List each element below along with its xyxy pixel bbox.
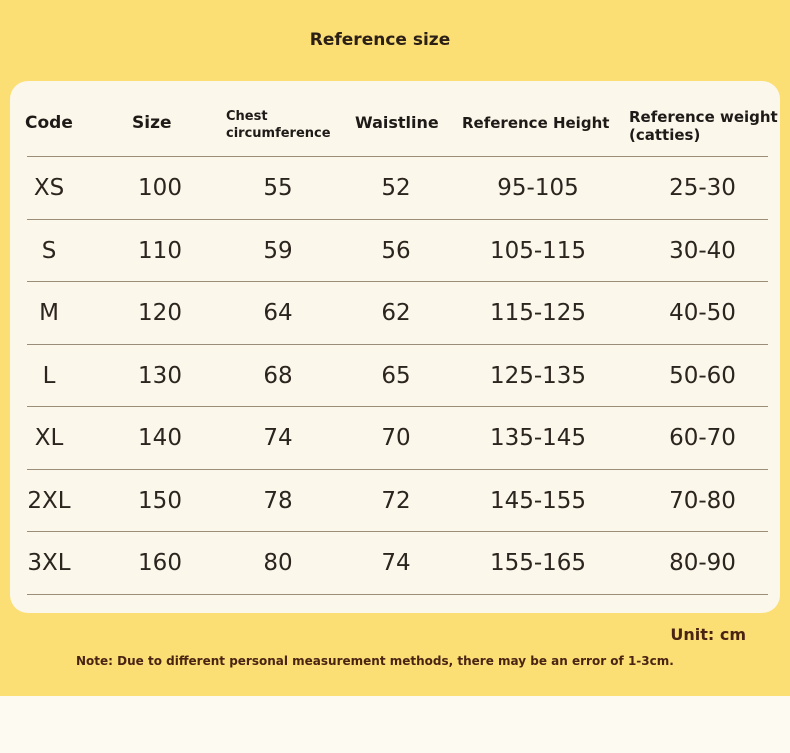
cell-height: 115-125: [489, 300, 587, 326]
cell-waist: 62: [381, 300, 411, 326]
cell-size: 150: [138, 487, 182, 514]
header-reference-height: Reference Height: [462, 114, 610, 132]
header-reference-weight: [629, 108, 778, 144]
header-waistline: Waistline: [355, 113, 439, 132]
cell-weight: 60-70: [669, 425, 736, 451]
cell-height: 95-105: [497, 175, 579, 201]
header-chest: [226, 108, 331, 142]
table-row: [10, 345, 780, 407]
table-row: [10, 157, 780, 219]
header-chest-line1: Chest: [226, 109, 268, 124]
cell-size: 120: [138, 300, 182, 326]
page-title: Reference size: [309, 30, 451, 50]
cell-waist: 74: [381, 550, 411, 576]
cell-chest: 64: [263, 300, 293, 326]
cell-code: 3XL: [27, 550, 71, 576]
cell-code: XS: [33, 175, 65, 201]
cell-waist: 56: [381, 237, 411, 264]
header-weight-line1: Reference weight: [629, 108, 778, 126]
cell-height: 135-145: [489, 425, 587, 451]
cell-waist: 52: [381, 175, 411, 201]
cell-code: S: [41, 237, 57, 264]
cell-size: 100: [138, 175, 182, 201]
cell-code: XL: [34, 425, 64, 451]
cell-size: 130: [138, 362, 182, 389]
table-row: [10, 532, 780, 594]
header-code: Code: [25, 113, 73, 133]
cell-height: 155-165: [489, 550, 587, 576]
table-row: [10, 470, 780, 532]
cell-height: 145-155: [489, 487, 587, 514]
cell-code: L: [42, 362, 56, 389]
cell-chest: 80: [263, 550, 293, 576]
cell-weight: 80-90: [669, 550, 736, 576]
table-row: [10, 407, 780, 469]
cell-size: 140: [138, 425, 182, 451]
table-row: [10, 220, 780, 282]
cell-weight: 25-30: [669, 175, 736, 201]
cell-waist: 65: [381, 362, 411, 389]
cell-waist: 72: [381, 487, 411, 514]
header-weight-line2: (catties): [629, 126, 701, 144]
table-row: [10, 282, 780, 344]
cell-weight: 50-60: [669, 362, 736, 389]
cell-chest: 68: [263, 362, 293, 389]
cell-chest: 59: [263, 237, 293, 264]
cell-chest: 55: [263, 175, 293, 201]
row-divider: [27, 594, 768, 595]
measurement-note: Note: Due to different personal measurement methods, there may be an error of 1-3cm.: [76, 654, 674, 668]
cell-chest: 74: [263, 425, 293, 451]
cell-size: 160: [138, 550, 182, 576]
cell-weight: 30-40: [669, 237, 736, 264]
size-table-card: [10, 81, 780, 613]
cell-height: 125-135: [489, 362, 587, 389]
cell-size: 110: [138, 237, 182, 264]
table-header-row: [10, 81, 780, 156]
cell-weight: 40-50: [669, 300, 736, 326]
header-size: Size: [132, 113, 172, 133]
cell-code: 2XL: [27, 487, 71, 514]
cell-height: 105-115: [489, 237, 587, 264]
cell-chest: 78: [263, 487, 293, 514]
cell-code: M: [39, 300, 59, 326]
cell-weight: 70-80: [669, 487, 736, 514]
unit-label: Unit: cm: [670, 625, 746, 644]
cell-waist: 70: [381, 425, 411, 451]
header-chest-line2: circumference: [226, 126, 331, 141]
